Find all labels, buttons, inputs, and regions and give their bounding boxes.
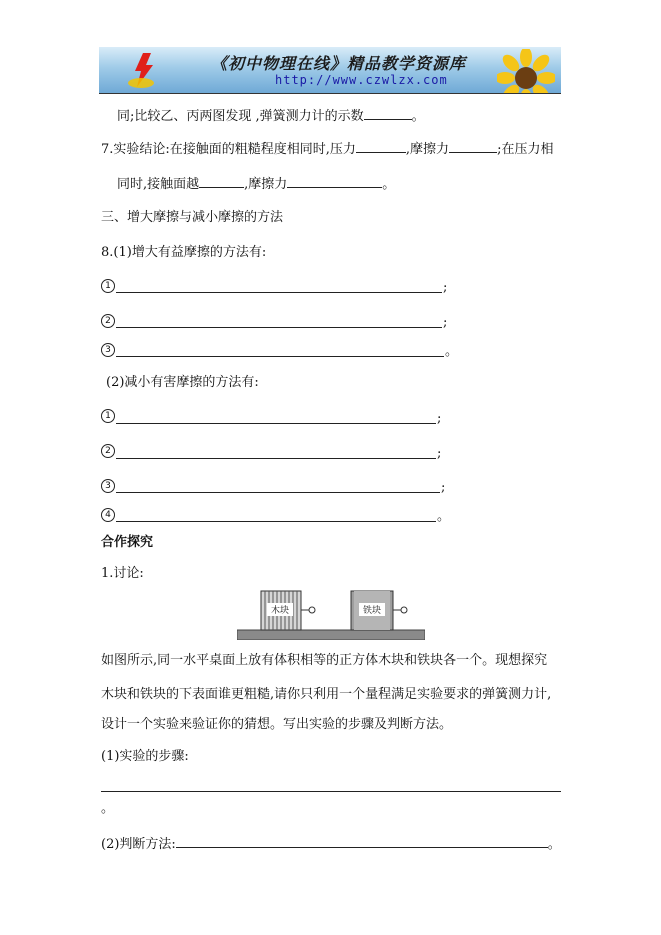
- discussion-para-2: 木块和铁块的下表面谁更粗糙,请你只利用一个量程满足实验要求的弹簧测力计,: [101, 687, 552, 702]
- judge-label: (2)判断方法:: [101, 837, 176, 852]
- q8-prompt-2: (2)减小有害摩擦的方法有:: [106, 375, 259, 390]
- banner-url: http://www.czwlzx.com: [275, 73, 448, 87]
- q8-prompt-1: 8.(1)增大有益摩擦的方法有:: [101, 245, 267, 260]
- item-number-circle: 2: [101, 314, 115, 328]
- q7-line1: [101, 140, 553, 158]
- answer-line[interactable]: [116, 356, 444, 357]
- wood-block: [261, 591, 301, 630]
- judge-line: [101, 835, 561, 853]
- q6-tail-text: 同;比较乙、丙两图发现 ,弹簧测力计的示数: [117, 109, 364, 124]
- wood-label: 木块: [270, 606, 290, 616]
- iron-block: [351, 591, 393, 630]
- answer-line[interactable]: [116, 521, 436, 522]
- q7-text-a: 7.实验结论:在接触面的粗糙程度相同时,压力: [101, 142, 356, 157]
- discussion-para-1: 如图所示,同一水平桌面上放有体积相等的正方体木块和铁块各一个。现想探究: [101, 653, 548, 668]
- q7-blank-4[interactable]: [287, 175, 382, 188]
- table-surface: [237, 630, 425, 640]
- q7-line2: [117, 175, 395, 193]
- wood-hook-ring: [309, 607, 315, 613]
- item-number-circle: 2: [101, 444, 115, 458]
- site-logo-icon: [127, 51, 161, 89]
- answer-line[interactable]: [116, 327, 442, 328]
- q6-tail-line: [117, 107, 425, 125]
- item-end: ;: [437, 446, 442, 461]
- item-number-circle: 3: [101, 343, 115, 357]
- header-banner: [99, 47, 561, 94]
- item-end: ;: [443, 315, 448, 330]
- q7-text-d: 同时,接触面越: [117, 177, 200, 192]
- iron-label: 铁块: [362, 606, 382, 616]
- judge-end: 。: [547, 837, 561, 852]
- answer-line[interactable]: [116, 292, 442, 293]
- q7-text-e: ,摩擦力: [244, 177, 288, 192]
- discussion-label: 1.讨论:: [101, 566, 144, 581]
- answer-line[interactable]: [116, 423, 436, 424]
- blocks-figure: [237, 588, 425, 640]
- iron-hook-ring: [401, 607, 407, 613]
- steps-end: 。: [101, 801, 115, 816]
- answer-line[interactable]: [116, 492, 440, 493]
- steps-label: (1)实验的步骤:: [101, 749, 189, 764]
- sunflower-icon: [497, 49, 555, 94]
- coop-heading: 合作探究: [101, 535, 154, 550]
- q7-blank-1[interactable]: [356, 140, 406, 153]
- item-number-circle: 3: [101, 479, 115, 493]
- q6-end: 。: [411, 109, 425, 124]
- item-end: 。: [437, 509, 451, 524]
- item-end: 。: [445, 344, 459, 359]
- item-end: ;: [437, 411, 442, 426]
- section-heading: 三、增大摩擦与减小摩擦的方法: [101, 210, 284, 225]
- item-end: ;: [441, 480, 446, 495]
- q7-end: 。: [382, 177, 396, 192]
- q7-blank-2[interactable]: [449, 140, 497, 153]
- answer-line[interactable]: [116, 458, 436, 459]
- steps-answer-line[interactable]: [101, 791, 561, 792]
- q6-blank[interactable]: [364, 107, 412, 120]
- q7-blank-3[interactable]: [199, 175, 244, 188]
- q7-text-b: ,摩擦力: [405, 142, 450, 157]
- item-number-circle: 1: [101, 409, 115, 423]
- judge-answer-line[interactable]: [176, 835, 548, 848]
- q7-text-c: ;在压力相: [497, 142, 554, 157]
- item-number-circle: 4: [101, 508, 115, 522]
- banner-title: 《初中物理在线》精品教学资源库: [211, 54, 467, 73]
- item-end: ;: [443, 280, 448, 295]
- item-number-circle: 1: [101, 279, 115, 293]
- discussion-para-3: 设计一个实验来验证你的猜想。写出实验的步骤及判断方法。: [101, 717, 453, 732]
